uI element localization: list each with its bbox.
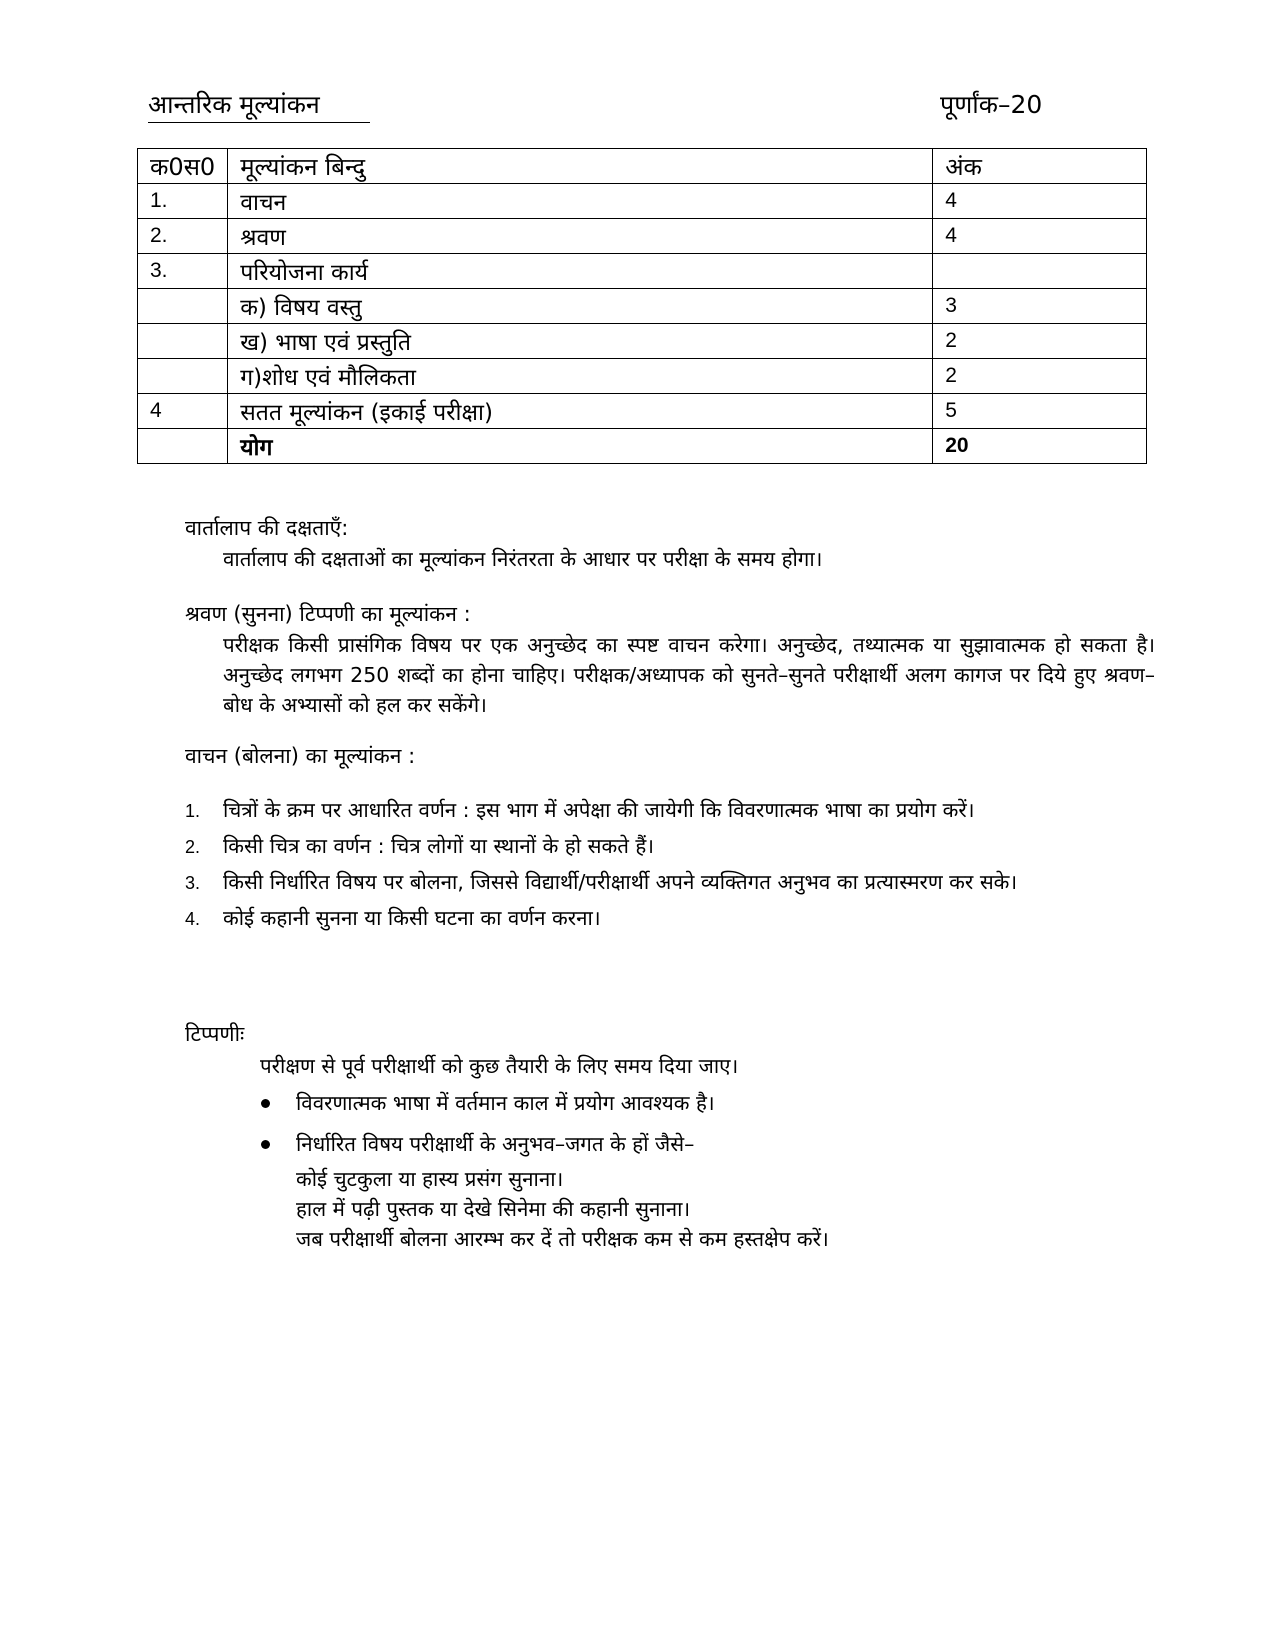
cell-marks — [933, 254, 1147, 289]
cell-point: वाचन — [228, 184, 933, 219]
speaking-section — [185, 740, 1155, 938]
table-row — [138, 394, 1147, 429]
cell-serial — [138, 429, 228, 464]
header-marks: अंक — [933, 149, 1147, 184]
conversation-text: वार्तालाप की दक्षताओं का मूल्यांकन निरंतरता के आधार पर परीक्षा के समय होगा। — [223, 547, 823, 571]
cell-serial: 1. — [138, 184, 228, 219]
cell-marks: 4 — [933, 219, 1147, 254]
bullet-icon — [261, 1140, 270, 1149]
example-line: कोई चुटकुला या हास्य प्रसंग सुनाना। — [296, 1167, 564, 1191]
cell-point: क) विषय वस्तु — [228, 289, 933, 324]
table-row — [138, 289, 1147, 324]
cell-serial: 4 — [138, 394, 228, 429]
table-header-row — [138, 149, 1147, 184]
cell-serial — [138, 289, 228, 324]
total-marks: पूर्णांक–20 — [940, 90, 1043, 119]
cell-point: ख) भाषा एवं प्रस्तुति — [228, 324, 933, 359]
cell-point: श्रवण — [228, 219, 933, 254]
note-section — [185, 1018, 1155, 1254]
list-item — [185, 902, 1155, 935]
item-text: चित्रों के क्रम पर आधारित वर्णन : इस भाग में अपेक्षा की जायेगी कि विवरणात्मक भाषा का प्रयोग करें। — [223, 798, 975, 822]
table-row — [138, 219, 1147, 254]
cell-serial: 3. — [138, 254, 228, 289]
note-heading: टिप्पणीः — [185, 1022, 245, 1046]
cell-point: ग)शोध एवं मौलिकता — [228, 359, 933, 394]
bullet-text: निर्धारित विषय परीक्षार्थी के अनुभव–जगत के हों जैसे– — [296, 1132, 695, 1156]
table-row — [138, 254, 1147, 289]
header-serial: क0स0 — [138, 149, 228, 184]
cell-marks: 2 — [933, 359, 1147, 394]
item-text: किसी चित्र का वर्णन : चित्र लोगों या स्थानों के हो सकते हैं। — [223, 834, 655, 858]
list-item — [185, 1088, 1155, 1119]
bullet-text: विवरणात्मक भाषा में वर्तमान काल में प्रयोग आवश्यक है। — [296, 1091, 715, 1115]
item-number: 2. — [185, 837, 201, 857]
item-text: कोई कहानी सुनना या किसी घटना का वर्णन करना। — [223, 906, 601, 930]
list-item — [185, 1129, 1155, 1160]
table-total-row — [138, 429, 1147, 464]
conversation-section — [185, 512, 1155, 574]
list-item — [185, 794, 1155, 827]
speaking-list — [185, 794, 1155, 935]
cell-point: सतत मूल्यांकन (इकाई परीक्षा) — [228, 394, 933, 429]
table-row — [138, 324, 1147, 359]
cell-marks: 3 — [933, 289, 1147, 324]
cell-marks: 4 — [933, 184, 1147, 219]
listening-heading: श्रवण (सुनना) टिप्पणी का मूल्यांकन : — [185, 602, 471, 626]
item-number: 4. — [185, 909, 201, 929]
cell-total-label: योग — [228, 429, 933, 464]
cell-serial: 2. — [138, 219, 228, 254]
table-row — [138, 184, 1147, 219]
cell-marks: 5 — [933, 394, 1147, 429]
list-item — [185, 830, 1155, 863]
cell-serial — [138, 359, 228, 394]
cell-serial — [138, 324, 228, 359]
note-bullets — [185, 1088, 1155, 1160]
note-intro: परीक्षण से पूर्व परीक्षार्थी को कुछ तैयारी के लिए समय दिया जाए। — [260, 1054, 739, 1078]
example-line: हाल में पढ़ी पुस्तक या देखे सिनेमा की कहानी सुनाना। — [296, 1197, 691, 1221]
conversation-heading: वार्तालाप की दक्षताएँ: — [185, 516, 349, 540]
cell-point: परियोजना कार्य — [228, 254, 933, 289]
listening-text: परीक्षक किसी प्रासंगिक विषय पर एक अनुच्छेद का स्पष्ट वाचन करेगा। अनुच्छेद, तथ्यात्मक या सुझावात्मक हो सकता है। अनुच्छेद लगभग 250 शब्दों का होना चाहिए। परीक्षक/अध्यापक को सुनते–सुनते परीक्षार्थी अलग कागज पर दिये हुए श्रवण–बोध के अभ्यासों को हल कर सकेंगे। — [223, 633, 1155, 717]
table-row — [138, 359, 1147, 394]
item-number: 3. — [185, 873, 201, 893]
header-point: मूल्यांकन बिन्दु — [228, 149, 933, 184]
cell-marks: 2 — [933, 324, 1147, 359]
cell-total-marks: 20 — [933, 429, 1147, 464]
page-title: आन्तरिक मूल्यांकन — [148, 88, 370, 123]
speaking-heading: वाचन (बोलना) का मूल्यांकन : — [185, 744, 416, 768]
example-line: जब परीक्षार्थी बोलना आरम्भ कर दें तो परीक्षक कम से कम हस्तक्षेप करें। — [296, 1227, 829, 1251]
listening-section — [185, 598, 1155, 720]
list-item — [185, 866, 1155, 899]
item-text: किसी निर्धारित विषय पर बोलना, जिससे विद्यार्थी/परीक्षार्थी अपने व्यक्तिगत अनुभव का प्रत्यास्मरण कर सके। — [223, 870, 1018, 894]
bullet-icon — [261, 1099, 270, 1108]
assessment-table — [137, 148, 1147, 464]
item-number: 1. — [185, 801, 201, 821]
